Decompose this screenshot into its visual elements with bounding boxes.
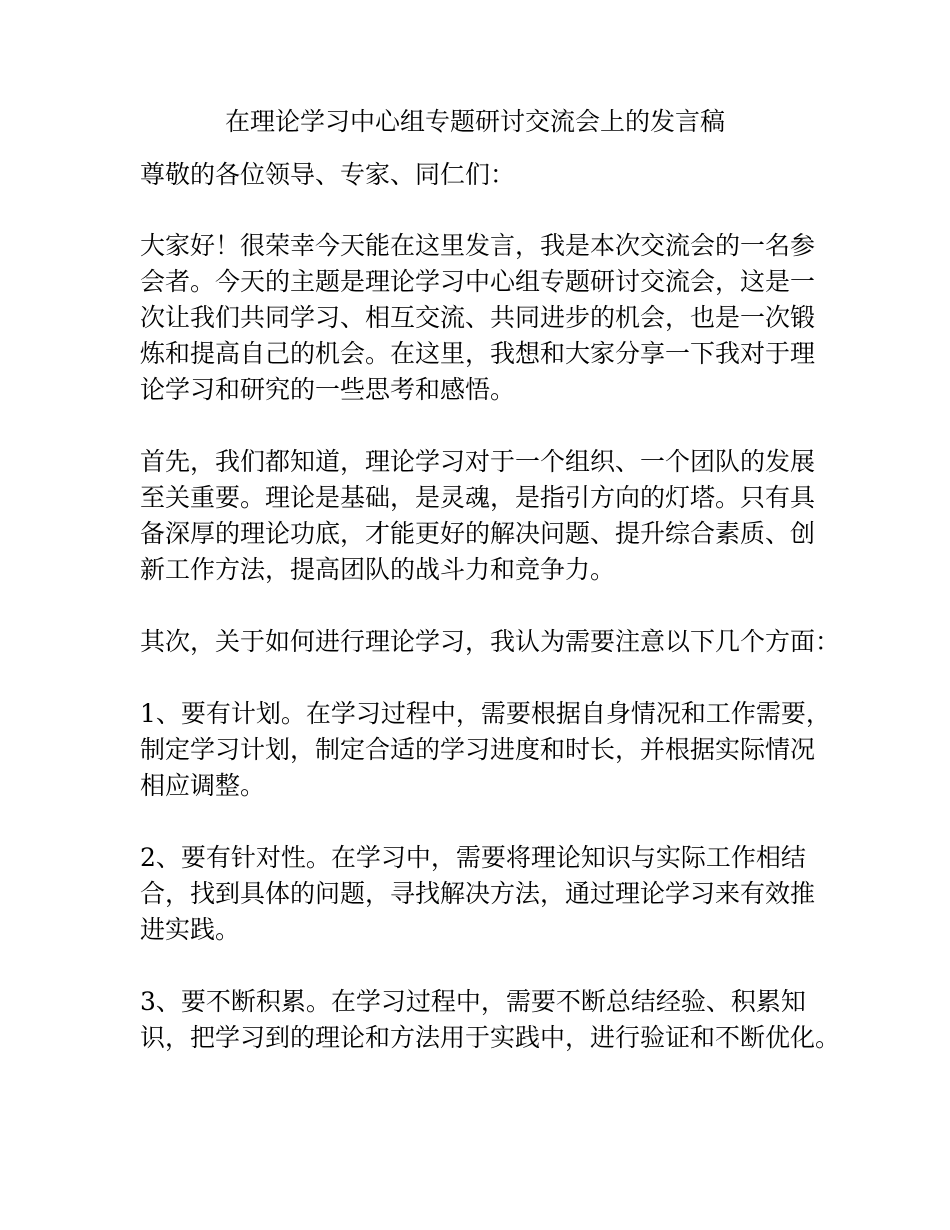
greeting-line: 尊敬的各位领导、专家、同仁们：	[140, 160, 516, 189]
paragraph-2-line-1: 首先，我们都知道，理论学习对于一个组织、一个团队的发展	[140, 447, 816, 476]
page-title: 在理论学习中心组专题研讨交流会上的发言稿	[224, 107, 725, 136]
paragraph-5-line-1: 2、要有针对性。在学习中，需要将理论知识与实际工作相结	[140, 843, 806, 872]
paragraph-1-line-5: 论学习和研究的一些思考和感悟。	[140, 375, 516, 404]
paragraph-1-line-2: 会者。今天的主题是理论学习中心组专题研讨交流会，这是一	[140, 267, 816, 296]
paragraph-5-line-2: 合，找到具体的问题，寻找解决方法，通过理论学习来有效推	[140, 879, 816, 908]
paragraph-2-line-4: 新工作方法，提高团队的战斗力和竞争力。	[140, 555, 616, 584]
paragraph-1-line-4: 炼和提高自己的机会。在这里，我想和大家分享一下我对于理	[140, 339, 816, 368]
paragraph-3-line-1: 其次，关于如何进行理论学习，我认为需要注意以下几个方面：	[140, 627, 841, 656]
paragraph-4-line-3: 相应调整。	[140, 771, 266, 800]
paragraph-6-line-2: 识，把学习到的理论和方法用于实践中，进行验证和不断优化。	[140, 1023, 841, 1052]
paragraph-2-line-3: 备深厚的理论功底，才能更好的解决问题、提升综合素质、创	[140, 519, 816, 548]
paragraph-5-line-3: 进实践。	[140, 915, 241, 944]
paragraph-4-line-2: 制定学习计划，制定合适的学习进度和时长，并根据实际情况	[140, 735, 816, 764]
paragraph-2-line-2: 至关重要。理论是基础，是灵魂，是指引方向的灯塔。只有具	[140, 483, 816, 512]
paragraph-1-line-3: 次让我们共同学习、相互交流、共同进步的机会，也是一次锻	[140, 303, 816, 332]
paragraph-6-line-1: 3、要不断积累。在学习过程中，需要不断总结经验、积累知	[140, 987, 806, 1016]
paragraph-1-line-1: 大家好！很荣幸今天能在这里发言，我是本次交流会的一名参	[140, 231, 816, 260]
paragraph-4-line-1: 1、要有计划。在学习过程中，需要根据自身情况和工作需要，	[140, 699, 831, 728]
